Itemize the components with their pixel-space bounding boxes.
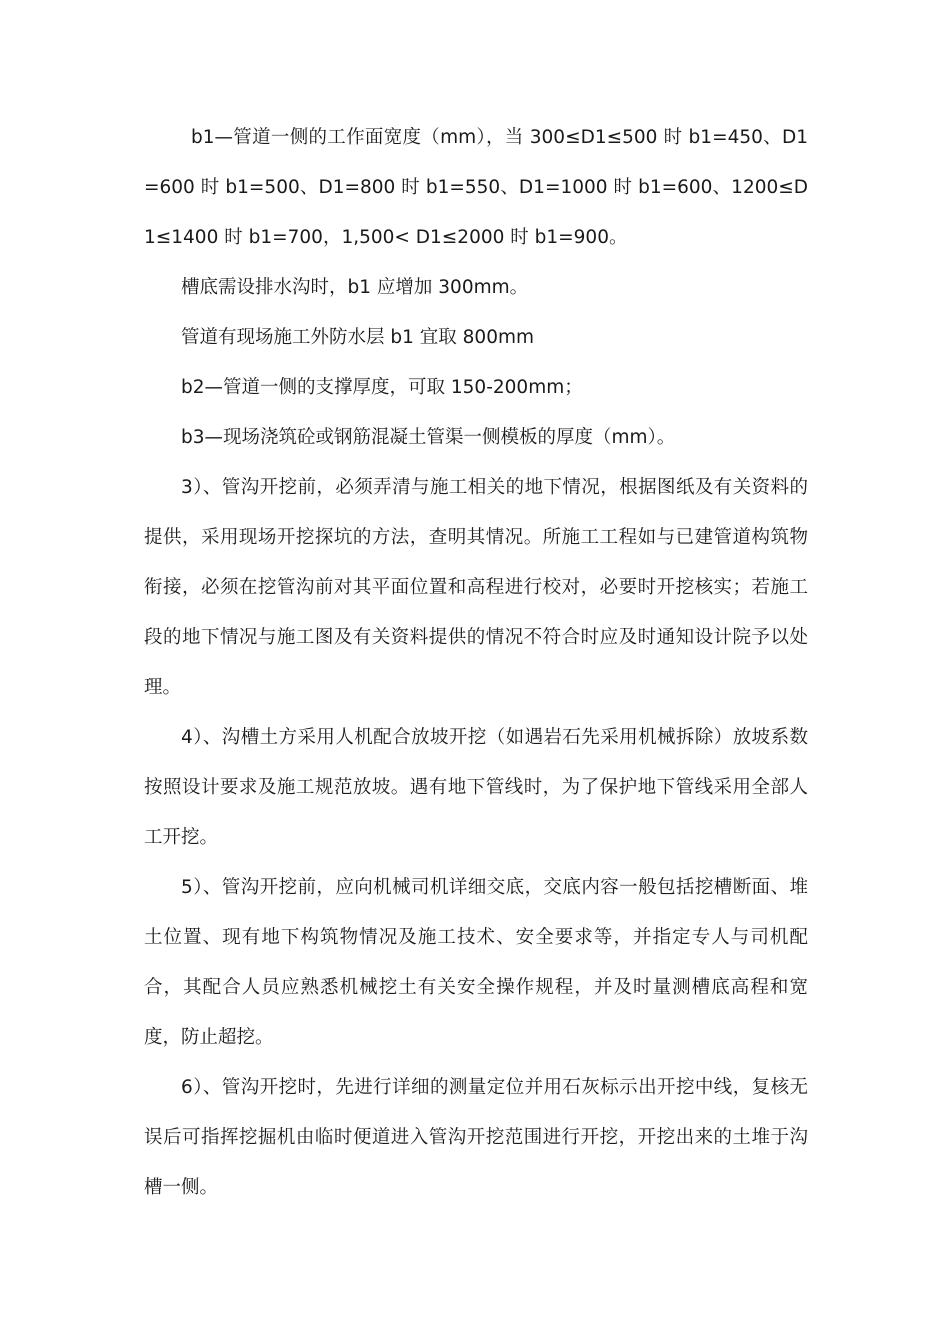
paragraph-drain-ditch: 槽底需设排水沟时，b1 应增加 300mm。 xyxy=(181,277,529,298)
paragraph-item-4: 4）、沟槽土方采用人机配合放坡开挖（如遇岩石先采用机械拆除）放坡系数按照设计要求及施工规范放坡。遇有地下管线时，为了保护地下管线采用全部人工开挖。 xyxy=(144,727,808,848)
paragraph-item-6: 6）、管沟开挖时，先进行详细的测量定位并用石灰标示出开挖中线，复核无误后可指挥挖掘机由临时便道进入管沟开挖范围进行开挖，开挖出来的土堆于沟槽一侧。 xyxy=(144,1077,808,1198)
paragraph-b3-formwork: b3—现场浇筑砼或钢筋混凝土管渠一侧模板的厚度（mm）。 xyxy=(181,427,676,448)
paragraph-waterproof-layer: 管道有现场施工外防水层 b1 宜取 800mm xyxy=(181,327,535,348)
paragraph-item-3: 3）、管沟开挖前，必须弄清与施工相关的地下情况，根据图纸及有关资料的提供，采用现场开挖探坑的方法，查明其情况。所施工工程如与已建管道构筑物衔接，必须在挖管沟前对其平面位置和高程进行校对，必要时开挖核实；若施工段的地下情况与施工图及有关资料提供的情况不符合时应及时通知设计院予以处理。 xyxy=(144,477,808,698)
paragraph-b1-width: b1—管道一侧的工作面宽度（mm），当 300≤D1≤500 时 b1=450、D1=600 时 b1=500、D1=800 时 b1=550、D1=1000 时 b1=600、1200≤D1≤1400 时 b1=700，1,500< D1≤2000 时 b1=900。 xyxy=(144,127,808,248)
document-body xyxy=(144,113,808,1213)
paragraph-item-5: 5）、管沟开挖前，应向机械司机详细交底，交底内容一般包括挖槽断面、堆土位置、现有地下构筑物情况及施工技术、安全要求等，并指定专人与司机配合，其配合人员应熟悉机械挖土有关安全操作规程，并及时量测槽底高程和宽度，防止超挖。 xyxy=(144,877,808,1048)
paragraph-b2-support: b2—管道一侧的支撑厚度，可取 150-200mm； xyxy=(181,377,583,398)
